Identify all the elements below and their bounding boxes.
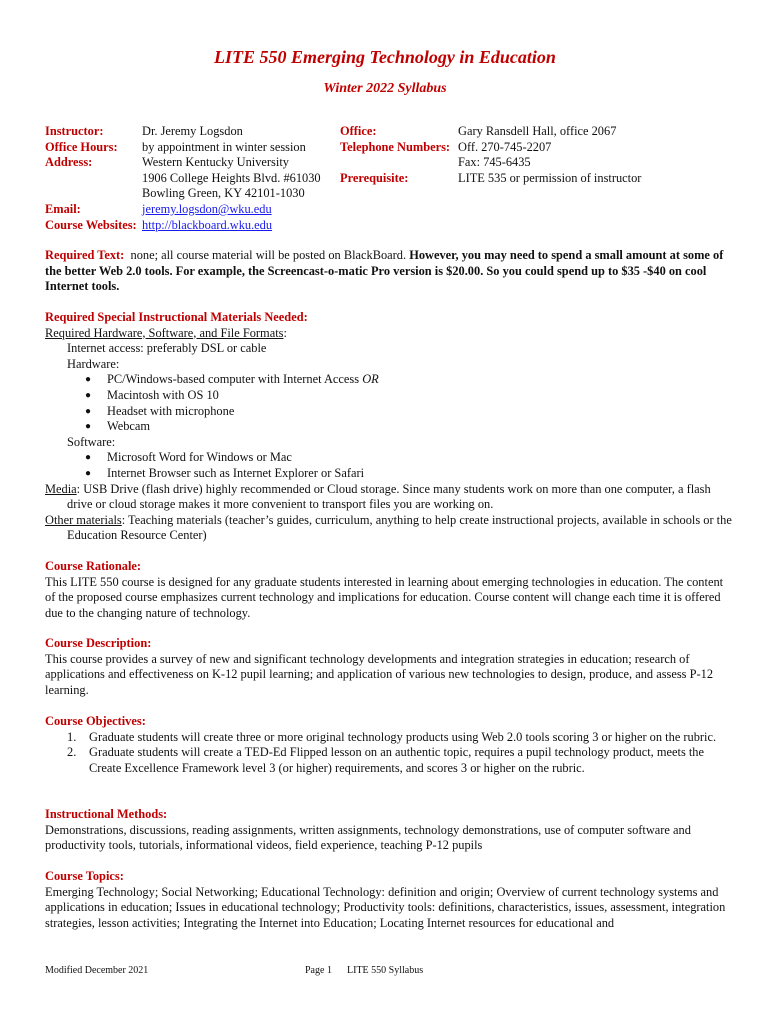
- instructor-label: Instructor:: [45, 124, 104, 138]
- hardware-label: Hardware:: [67, 356, 120, 371]
- hardware-item: PC/Windows-based computer with Internet Access: [107, 372, 360, 387]
- list-item: [67, 745, 735, 776]
- topics-section: [45, 869, 735, 931]
- software-label: Software:: [67, 434, 116, 449]
- topics-heading: Course Topics:: [45, 869, 124, 883]
- description-heading: Course Description:: [45, 636, 152, 650]
- fax-value: Fax: 745-6435: [458, 155, 531, 170]
- other-materials-text: : Teaching materials (teacher’s guides, curriculum, anything to help create instructional projects, available in schools or the Education Resource Center): [67, 512, 732, 543]
- course-websites-label: Course Websites:: [45, 217, 137, 232]
- address-line: Bowling Green, KY 42101-1030: [142, 186, 305, 201]
- office-hours-value: by appointment in winter session: [142, 139, 306, 154]
- rationale-heading: Course Rationale:: [45, 559, 142, 573]
- office-label: Office:: [340, 124, 377, 138]
- media-label: Media: [45, 481, 77, 496]
- media-paragraph: [45, 482, 735, 513]
- list-item: [85, 450, 735, 466]
- page-subtitle: Winter 2022 Syllabus: [323, 81, 447, 96]
- list-item: [85, 372, 735, 388]
- description-text: This course provides a survey of new and significant technology developments and integration strategies in education; research of applications and effectiveness on K-12 pupil learning; and application of various new technologies to design, produce, and assess P-12 learning.: [45, 651, 714, 697]
- objective-number: 1.: [67, 729, 77, 744]
- footer-modified: Modified December 2021: [45, 965, 149, 976]
- internet-access-text: Internet access: preferably DSL or cable: [67, 341, 267, 356]
- other-materials-paragraph: [45, 513, 735, 544]
- prerequisite-label: Prerequisite:: [340, 170, 409, 185]
- telephone-label: Telephone Numbers:: [340, 139, 451, 154]
- media-text: : USB Drive (flash drive) highly recommended or Cloud storage. Since many students work on more than one computer, a flash drive or cloud storage makes it more convenient to transport files you are working on.: [67, 481, 711, 512]
- materials-section: [45, 310, 735, 544]
- hardware-list: [45, 372, 735, 434]
- hardware-item: Headset with microphone: [107, 403, 235, 418]
- required-text-section: [45, 248, 735, 295]
- footer-page-number: Page 1: [305, 965, 332, 976]
- software-list: [45, 450, 735, 481]
- address-label: Address:: [45, 155, 93, 170]
- list-item: [85, 419, 735, 435]
- list-item: [85, 404, 735, 420]
- objective-text: Graduate students will create three or more original technology products using Web 2.0 tools scoring 3 or higher on the rubric.: [89, 729, 717, 744]
- list-item: [85, 388, 735, 404]
- hardware-item: Macintosh with OS 10: [107, 387, 219, 402]
- rationale-text: This LITE 550 course is designed for any graduate students interested in learning about emerging technologies in education. The content of the proposed course emphasizes current technology and implications for education. Course content will change each time it is offered due to the changing nature of technology.: [45, 574, 724, 620]
- objectives-heading: Course Objectives:: [45, 714, 146, 728]
- topics-text: Emerging Technology; Social Networking; Educational Technology: definition and origin; Overview of current technology systems and applications in education; Issues in educational technology; Productivity tools: definitions, characteristics, issues, assessment, integration strategies, lesson activities; Integrating the Internet into Education; Locating Internet resources for educational and: [45, 884, 726, 930]
- objective-text: Graduate students will create a TED-Ed Flipped lesson on an authentic topic, requires a pupil technology product, meets the Create Excellence Framework level 3 (or higher) requirements, and scores 3 or higher on the rubric.: [89, 745, 704, 775]
- office-info: [340, 124, 730, 194]
- methods-section: [45, 807, 735, 854]
- footer-doc-title: LITE 550 Syllabus: [347, 965, 424, 976]
- address-line: 1906 College Heights Blvd. #61030: [142, 170, 321, 185]
- office-value: Gary Ransdell Hall, office 2067: [458, 124, 617, 138]
- objective-number: 2.: [67, 745, 77, 760]
- required-text-label: Required Text:: [45, 248, 125, 262]
- rationale-section: [45, 559, 735, 621]
- materials-subheading: Required Hardware, Software, and File Formats: [45, 325, 284, 340]
- office-hours-label: Office Hours:: [45, 139, 118, 154]
- objectives-section: [45, 714, 735, 776]
- methods-heading: Instructional Methods:: [45, 807, 168, 821]
- materials-heading: Required Special Instructional Materials Needed:: [45, 310, 308, 324]
- course-website-link[interactable]: http://blackboard.wku.edu: [142, 217, 273, 232]
- software-item: Microsoft Word for Windows or Mac: [107, 450, 292, 465]
- list-item: [67, 730, 735, 746]
- page-title: LITE 550 Emerging Technology in Education: [214, 47, 556, 67]
- other-materials-label: Other materials: [45, 512, 122, 527]
- software-item: Internet Browser such as Internet Explorer or Safari: [107, 465, 365, 480]
- required-text-note: However, you may need to spend a small amount at some of the better Web 2.0 tools. For example, the Screencast-o-matic Pro version is $20.00. So you could spend up to $35 -$40 on cool Internet tools.: [45, 248, 724, 294]
- objectives-list: [45, 730, 735, 777]
- methods-text: Demonstrations, discussions, reading assignments, written assignments, technology demonstrations, use of computer software and productivity tools, tutorials, informational videos, field experience, teaching P-12 pupils: [45, 822, 691, 853]
- email-link[interactable]: jeremy.logsdon@wku.edu: [142, 202, 272, 216]
- address-line: Western Kentucky University: [142, 155, 289, 170]
- or-text: OR: [362, 372, 379, 387]
- prerequisite-value: LITE 535 or permission of instructor: [458, 170, 642, 185]
- instructor-info: [45, 124, 345, 234]
- telephone-value: Off. 270-745-2207: [458, 139, 552, 154]
- hardware-item: Webcam: [107, 419, 151, 434]
- list-item: [85, 466, 735, 482]
- materials-subheading-colon: :: [283, 325, 287, 340]
- description-section: [45, 636, 735, 698]
- required-text-plain: none; all course material will be posted on BlackBoard.: [124, 248, 410, 262]
- instructor-value: Dr. Jeremy Logsdon: [142, 124, 243, 138]
- email-label: Email:: [45, 202, 81, 216]
